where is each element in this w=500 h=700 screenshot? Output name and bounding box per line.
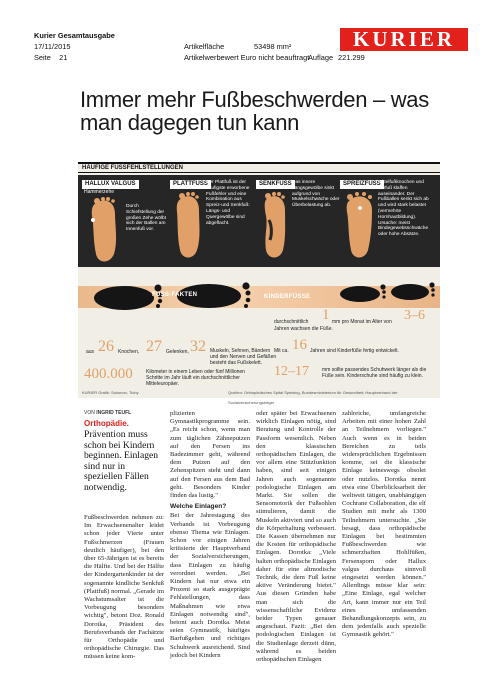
foot-senkfuss-icon	[260, 190, 290, 262]
fact-text-kilometers: Kilometer in einem Leben oder fünf Millionen Schritte im Jahr läuft ein durchschnittlicher Mitteleuropäer.	[146, 369, 245, 387]
value-note: Artikelwerbewert Euro nicht beauftragt	[184, 53, 310, 62]
tile-senkfuss	[256, 180, 342, 266]
column-text: zahlreiche, umfangreiche Arbeiten mit einer hohen Zahl an Teilnehmern vorliegen." Auch wenn es in beiden Bereichen zu teils widersprüchlichen Ergebnissen komme, sei die klassische Einlage keineswegs obsolet oder nutzlos. Dorotka nennt etwa eine Überblicksarbeit der weltweit tätigen, unabhängigen Cochrane Collaboration, die elf Studien mit mehr als 1300 Teilnehmern untersuchte. „Sie besagt, dass orthopädische Einlagen bei bestimmten Fußbeschwerden wie schmerzhaften Hohlfüßen, Fersensporn oder Hallux valgus durchaus sinnvoll eingesetzt werden können." Allerdings müsse klar sein: „Eine Einlage, egal welcher Art, kann immer nur ein Teil eines umfassenden Behandlungskonzepts sein, zu dem jedenfalls auch spezielle Gymnastik gehört."	[342, 410, 426, 639]
article-headline: Immer mehr Fußbeschwerden – was man dagegen tun kann	[80, 87, 429, 135]
byline	[84, 410, 131, 416]
tile-label: SPREIZFUSS	[340, 180, 384, 189]
kinderfuesse-label: KINDERFÜSSE	[264, 294, 311, 300]
child-text-2b: Jahren sind Kinderfüße fertig entwickelt.	[310, 348, 399, 354]
byline-prefix: VON	[84, 410, 95, 416]
page-label: Seite	[34, 53, 51, 62]
article-column-3	[256, 410, 336, 664]
article-column-4	[342, 410, 426, 640]
fuss-fakten-label: FUSS-FAKTEN	[152, 292, 198, 298]
tile-text: Mittelfußknochen und Vorfuß klaffen auseinander. Der Fußballen senkt sich ab und wird stark belastet (vermehrte Hornhautbildung). Ursache: meist Bindegewebsschwäche oder hohe Absätze.	[378, 180, 429, 238]
clipping-date: 17/11/2015	[34, 42, 71, 51]
tile-spreizfuss	[340, 180, 438, 266]
article-column-1	[84, 514, 164, 662]
credit-left: KURIER Grafik: Solomon, Tichy	[82, 390, 139, 395]
column-text: oder später bei Erwachsenen wirklich Einlagen nötig, sind Beratung und Kontrolle der Passform wesentlich. Neben den klassischen orthopädischen Einlagen, die vor allem eine Stützfunktion haben, sind seit einigen Jahren auch sogenannte podologische Einlagen am Markt. Sie sollen die Sensomotorik der Fußsohlen stimulieren, damit die Muskeln aktiviert und so auch die Körperhaltung verbessert. Die Kassen übernehmen nur die Kosten für orthopädische Einlagen. Dorotka: „Viele halten orthopädische Einlagen daher für eine altmodische Technik, die dem Fuß keine aktive Veränderung bietet." Aus diesen Gründen habe man sich die wissenschaftliche Evidenz beider Typen genauer angeschaut. Fazit: „Bei den podologischen Einlagen ist die Studienlage derzeit dünn, während es beiden orthopädischen Einlagen	[256, 410, 336, 664]
fact-number-joints: 27	[146, 338, 162, 355]
source-name: Kurier Gesamtausgabe	[34, 31, 115, 40]
fact-text-joints: Gelenken,	[166, 349, 189, 355]
author-name: INGRID TEUFL	[96, 410, 132, 416]
foot-spreizfuss-icon	[344, 190, 376, 262]
fact-text-muscles: Muskeln, Sehnen, Bändern und den Nerven und Gefäßen besteht das Fußskelett.	[210, 348, 277, 366]
column-text: plizierten Gymnastikprogramme sein. „Es reicht schon, wenn man zum täglichen Zähneputzen auf den Fersen ins Badezimmer geht, während dem Putzen auf den Zehenspitzen steht und dann auf den Fersen aus dem Bad geht. Besonders Kinder finden das lustig."	[170, 410, 250, 500]
tile-text: Der Plattfuß ist der häufigste erworbene Fußfehler und eine Kombination aus Spreiz-und Senkfuß: Längs- und Quergewölbe sind abgeflacht.	[206, 180, 250, 226]
child-text-1c: Jahren wachsen die Füße.	[274, 326, 333, 332]
subheading: Welche Einlagen?	[170, 503, 227, 511]
tile-plattfuss	[170, 180, 258, 266]
child-number-shoe: 12–17	[274, 364, 309, 379]
child-number-years: 16	[292, 337, 307, 353]
footprints-child-icon	[330, 274, 440, 308]
fact-number-bones: 26	[98, 338, 114, 355]
fact-number-kilometers: 400.000	[84, 366, 133, 382]
tile-sublabel: Hammerzehe	[84, 189, 115, 195]
child-text-1a: durchschnittlich	[274, 319, 309, 325]
column-text: Bei der Jahrestagung des Verbands ist Vorbeugung ebenso Thema wie Einlagen. Schon vor einigen Jahren kritisierte der Hauptverband der Sozialversicherungen, dass Einlagen zu häufig verordnet werden. „Bei Kindern hat nur etwa ein Prozent so stark ausgeprägte Fehlstellungen, dass Maßnahmen wie etwa Einlagen notwendig sind", betont auch Dorotka. Meist seien Gymnastik, häufiges Barfußgehen und richtiges Schuhwerk ausreichend. Sind jedoch bei Kindern	[170, 512, 250, 659]
article-column-2	[170, 410, 250, 660]
tile-text: Durch Schiefstellung der großen Zehe wölbt sich der Ballen am Innenfuß vor.	[126, 204, 166, 233]
credit-right: Quellen: Orthopädisches Spital Speising, Bundesministerium für Gesundheit; Hauptverband der Sozialversicherungsträger	[228, 390, 398, 405]
tile-label: HALLUX VALGUS	[82, 180, 139, 189]
tile-text: Das innere Längsgewölbe sinkt aufgrund von Muskelschwäche oder Überbelastung ab.	[292, 180, 340, 209]
rubric: Orthopädie.	[84, 419, 129, 428]
page-number: 21	[59, 53, 68, 62]
facts-prefix: aus	[86, 349, 95, 355]
area-value: 53498 mm²	[254, 42, 292, 51]
child-text-3: mm sollte passendes Schuhwerk länger als die Füße sein. Kinderschuhe sind häufig zu klein.	[322, 367, 427, 379]
circulation-value: 221.299	[338, 53, 365, 62]
foot-plattfuss-icon	[174, 190, 204, 262]
area-label: Artikelfläche	[184, 42, 225, 51]
fact-text-bones: Knochen,	[118, 349, 140, 355]
circulation-label: Auflage	[308, 53, 334, 62]
child-number-age: 3–6	[404, 308, 425, 323]
tile-label: SENKFUSS	[256, 180, 295, 189]
child-text-1b: mm pro Monat im Alter von	[332, 319, 392, 325]
fact-number-muscles: 32	[190, 338, 206, 355]
article-lead: Prävention muss schon bei Kindern beginnen. Einlagen sind nur in speziellen Fällen notwendig.	[84, 429, 159, 493]
infographic	[78, 162, 440, 405]
tile-hallux-valgus	[82, 180, 170, 266]
tile-label: PLATTFUSS	[170, 180, 211, 189]
infographic-header: HÄUFIGE FUSSFEHLSTELLUNGEN	[78, 162, 440, 173]
child-text-2a: Mit ca.	[274, 348, 289, 354]
kurier-logo: KURIER	[340, 28, 468, 51]
child-number-mm: 1	[322, 307, 330, 323]
column-text: Fußbeschwerden nehmen zu: Im Erwachsenenalter leidet schon jeder Vierte unter Fußschmerzen (Frauen deutlich häufiger), bei den über 65-Jährigen ist es bereits die Hälfte. Und bei der Hälfte der Kindergartenkinder ist der sogenannte kindliche Senkfuß (Plattfuß) normal. „Gerade im Wachstumsalter ist die Vorbeugung besonders wichtig", betont Doz. Ronald Dorotka, Präsident des Berufsverbands der Fachärzte für Orthopädie und orthopädische Chirurgie. Das müssen keine kom-	[84, 514, 164, 661]
foot-hallux-icon	[88, 196, 122, 266]
infographic-credits	[78, 388, 440, 405]
